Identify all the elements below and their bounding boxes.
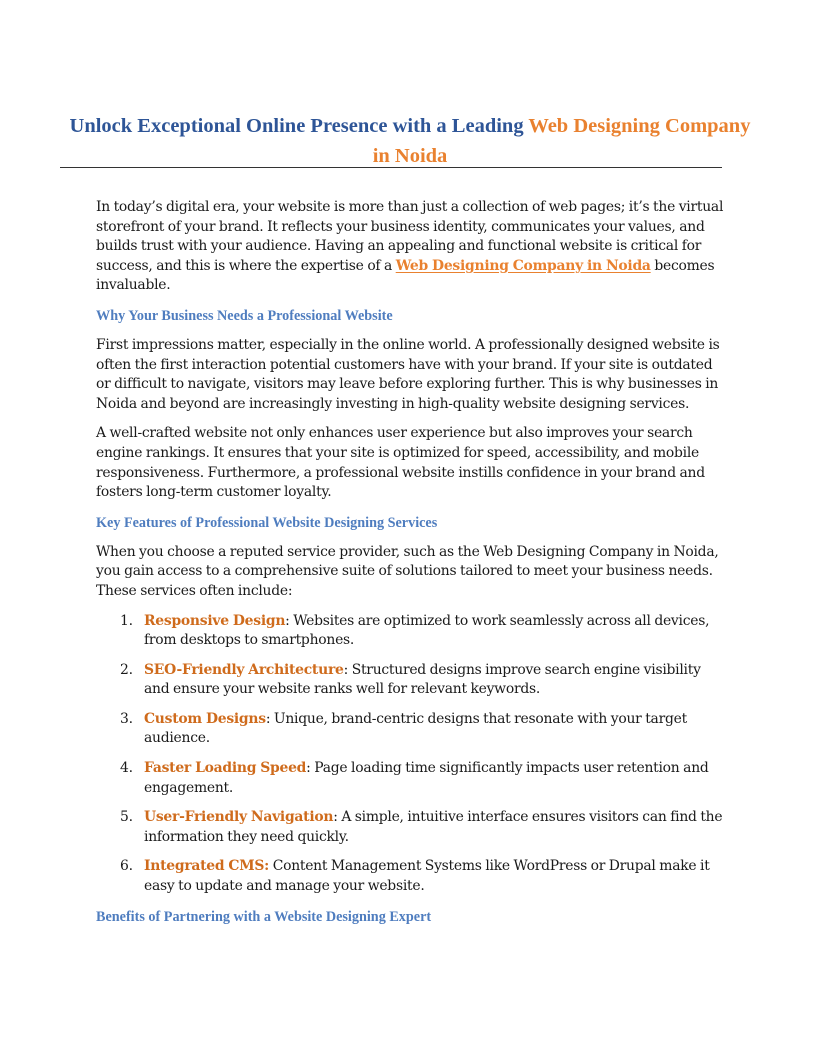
- title-part-orange: Web Designing Company in Noida: [372, 115, 751, 167]
- list-item: [96, 612, 726, 651]
- list-item-description: : Websites are optimized to work seamlessly across all devices, from desktops to smartphones.: [144, 612, 710, 649]
- list-item-number: 1.: [120, 612, 133, 629]
- list-item-number: 4.: [120, 760, 133, 777]
- list-item-term: SEO-Friendly Architecture: [144, 661, 344, 678]
- document-body: [96, 198, 726, 937]
- page-title: [60, 111, 760, 171]
- list-item-term: Custom Designs: [144, 710, 266, 727]
- list-item-number: 6.: [120, 858, 133, 875]
- paragraph: A well-crafted website not only enhances user experience but also improves your search engine rankings. It ensures that your site is optimized for speed, accessibility, and mobile responsiveness. Furthermore, a professional website instills confidence in your brand and fosters long-term customer loyalty.: [96, 425, 705, 501]
- list-item-term: Responsive Design: [144, 612, 286, 629]
- list-item-term: User-Friendly Navigation: [144, 809, 334, 826]
- list-item: [96, 808, 726, 847]
- list-item: [96, 759, 726, 798]
- list-item: [96, 857, 726, 896]
- list-item: [96, 710, 726, 749]
- list-item-number: 5.: [120, 809, 133, 826]
- section-heading-key-features: Key Features of Professional Website Designing Services: [96, 514, 438, 531]
- list-item-term: Faster Loading Speed: [144, 760, 307, 777]
- list-item-description: Content Management Systems like WordPress or Drupal make it easy to update and manage your website.: [144, 858, 710, 895]
- list-item-number: 2.: [120, 661, 133, 678]
- section-heading-why: Why Your Business Needs a Professional Website: [96, 307, 393, 324]
- intro-text-before: In today’s digital era, your website is more than just a collection of web pages; it’s the virtual storefront of your brand. It reflects your business identity, communicates your values, and builds trust with your audience. Having an appealing and functional website is critical for success, and this is where the expertise of a: [96, 199, 724, 274]
- list-item-description: : A simple, intuitive interface ensures visitors can find the information they need quickly.: [144, 809, 723, 845]
- paragraph: When you choose a reputed service provider, such as the Web Designing Company in Noida, you gain access to a comprehensive suite of solutions tailored to meet your business needs. These services often include:: [96, 543, 719, 599]
- list-item-description: : Unique, brand-centric designs that resonate with your target audience.: [144, 710, 687, 747]
- intro-text-after: becomes invaluable.: [96, 257, 715, 294]
- intro-paragraph: [96, 198, 726, 296]
- list-item: [96, 661, 726, 700]
- list-item-description: : Structured designs improve search engine visibility and ensure your website ranks well for relevant keywords.: [144, 661, 701, 698]
- title-divider: [60, 167, 722, 168]
- list-item-number: 3.: [120, 710, 133, 727]
- list-item-description: : Page loading time significantly impacts user retention and engagement.: [144, 760, 709, 796]
- list-item-term: Integrated CMS:: [144, 858, 270, 875]
- title-part-blue: Unlock Exceptional Online Presence with a Leading: [69, 115, 529, 137]
- section-heading-benefits: Benefits of Partnering with a Website Designing Expert: [96, 908, 432, 925]
- features-list: [96, 612, 726, 897]
- paragraph: First impressions matter, especially in the online world. A professionally designed website is often the first interaction potential customers have with your brand. If your site is outdated or difficult to navigate, visitors may leave before exploring further. This is why businesses in Noida and beyond are increasingly investing in high-quality website designing services.: [96, 336, 720, 412]
- web-designing-company-link[interactable]: Web Designing Company in Noida: [395, 257, 651, 274]
